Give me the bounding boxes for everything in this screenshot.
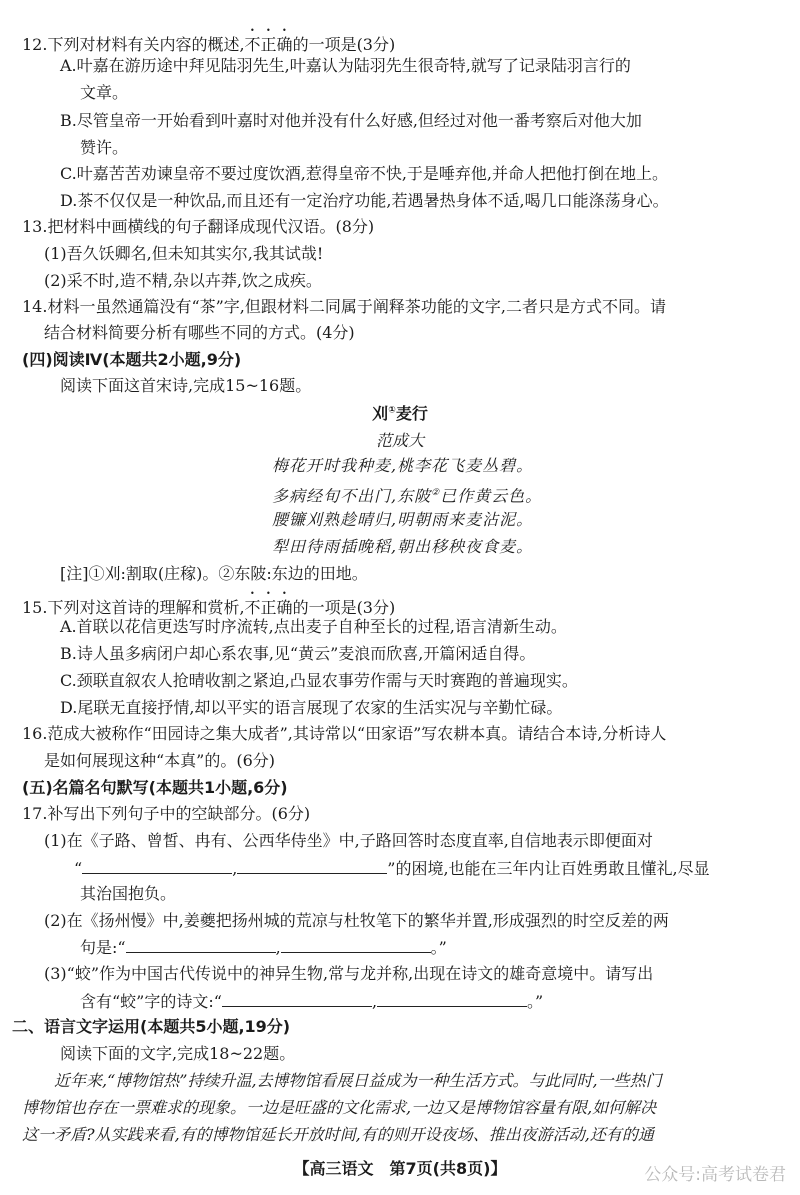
watermark: 公众号:高考试卷君 bbox=[644, 1165, 786, 1185]
q15-stem: 15.下列对这首诗的理解和赏析,不正确的一项是(3分) bbox=[22, 598, 396, 617]
q12-option-c: C.叶嘉苦苦劝谏皇帝不要过度饮酒,惹得皇帝不快,于是唾弃他,并命人把他打倒在地上。 bbox=[60, 164, 669, 183]
q16-stem: 16.范成大被称作“田园诗之集大成者”,其诗常以“田家语”写农耕本真。请结合本诗,分析诗人 bbox=[22, 724, 667, 743]
q17-item-2-blanks: 句是:“ , 。” bbox=[80, 938, 447, 957]
emphasis-not-correct: 不正确 bbox=[244, 35, 293, 54]
q17-item-1: (1)在《子路、曾皙、冉有、公西华侍坐》中,子路回答时态度直率,自信地表示即便面对 bbox=[44, 831, 653, 850]
q17-item-3: (3)“蛟”作为中国古代传说中的神异生物,常与龙并称,出现在诗文的雄奇意境中。请写出 bbox=[44, 964, 654, 983]
q13-sentence-2: (2)采不时,造不精,杂以卉莽,饮之成疾。 bbox=[44, 271, 322, 290]
q12-option-b: B.尽管皇帝一开始看到叶嘉时对他并没有什么好感,但经过对他一番考察后对他大加 bbox=[60, 111, 642, 130]
q16-stem-cont: 是如何展现这种“本真”的。(6分) bbox=[44, 751, 276, 770]
q17-item-1-cont: 其治国抱负。 bbox=[80, 884, 177, 903]
poem-author: 范成大 bbox=[375, 431, 424, 450]
q12-option-a-cont: 文章。 bbox=[80, 83, 129, 102]
emphasis-not-correct: 不正确 bbox=[244, 598, 293, 617]
q17-item-2: (2)在《扬州慢》中,姜夔把扬州城的荒凉与杜牧笔下的繁华并置,形成强烈的时空反差的两 bbox=[44, 911, 669, 930]
q13-stem: 13.把材料中画横线的句子翻译成现代汉语。(8分) bbox=[22, 217, 375, 236]
q12-option-b-cont: 赞许。 bbox=[80, 138, 129, 157]
poem-line-1: 梅花开时我种麦,桃李花飞麦丛碧。 bbox=[272, 456, 534, 475]
poem-title: 刈①麦行 bbox=[372, 404, 428, 423]
section-4-heading: (四)阅读Ⅳ(本题共2小题,9分) bbox=[22, 350, 242, 369]
poem-line-3: 腰镰刈熟趁晴归,明朝雨来麦沾泥。 bbox=[272, 510, 534, 529]
q15-option-d: D.尾联无直接抒情,却以平实的语言展现了农家的生活实况与辛勤忙碌。 bbox=[60, 698, 563, 717]
answer-blank[interactable] bbox=[377, 990, 527, 1007]
q12-stem: 12.下列对材料有关内容的概述,不正确的一项是(3分) bbox=[22, 35, 396, 54]
part-2-heading: 二、语言文字运用(本题共5小题,19分) bbox=[12, 1017, 291, 1036]
q12-option-d: D.茶不仅仅是一种饮品,而且还有一定治疗功能,若遇暑热身体不适,喝几口能涤荡身心。 bbox=[60, 191, 669, 210]
q12-option-a: A.叶嘉在游历途中拜见陆羽先生,叶嘉认为陆羽先生很奇特,就写了记录陆羽言行的 bbox=[60, 56, 631, 75]
q17-item-3-blanks: 含有“蛟”字的诗文:“ , 。” bbox=[80, 992, 544, 1011]
q13-sentence-1: (1)吾久饫卿名,但未知其实尔,我其试哉! bbox=[44, 244, 324, 263]
q15-option-a: A.首联以花信更迭写时序流转,点出麦子自种至长的过程,语言清新生动。 bbox=[60, 617, 567, 636]
page-footer: 【高三语文 第7页(共8页)】 bbox=[293, 1159, 507, 1178]
q17-item-1-blanks: “ , ”的困境,也能在三年内让百姓勇敢且懂礼,尽显 bbox=[74, 859, 710, 878]
answer-blank[interactable] bbox=[237, 857, 387, 874]
poem-line-2: 多病经旬不出门,东陂②已作黄云色。 bbox=[272, 486, 543, 506]
answer-blank[interactable] bbox=[126, 936, 276, 953]
q15-option-c: C.颈联直叙农人抢晴收割之紧迫,凸显农事劳作需与天时赛跑的普遍现实。 bbox=[60, 671, 578, 690]
poem-note: [注]①刈:割取(庄稼)。②东陂:东边的田地。 bbox=[60, 564, 368, 583]
part-2-intro: 阅读下面的文字,完成18~22题。 bbox=[60, 1044, 296, 1063]
answer-blank[interactable] bbox=[281, 936, 431, 953]
poem-line-4: 犁田待雨插晚稻,朝出移秧夜食麦。 bbox=[272, 537, 534, 556]
q17-stem: 17.补写出下列句子中的空缺部分。(6分) bbox=[22, 804, 311, 823]
q14-stem-cont: 结合材料简要分析有哪些不同的方式。(4分) bbox=[44, 323, 355, 342]
section-4-intro: 阅读下面这首宋诗,完成15~16题。 bbox=[60, 376, 312, 395]
q15-option-b: B.诗人虽多病闭户却心系农事,见“黄云”麦浪而欣喜,开篇闲适自得。 bbox=[60, 644, 536, 663]
section-5-heading: (五)名篇名句默写(本题共1小题,6分) bbox=[22, 778, 288, 797]
answer-blank[interactable] bbox=[82, 857, 232, 874]
q14-stem: 14.材料一虽然通篇没有“茶”字,但跟材料二同属于阐释茶功能的文字,二者只是方式不同。请 bbox=[22, 297, 666, 316]
answer-blank[interactable] bbox=[222, 990, 372, 1007]
passage-line-2: 博物馆也存在一票难求的现象。一边是旺盛的文化需求,一边又是博物馆容量有限,如何解决 bbox=[22, 1098, 657, 1117]
passage-line-3: 这一矛盾?从实践来看,有的博物馆延长开放时间,有的则开设夜场、推出夜游活动,还有的通 bbox=[22, 1125, 654, 1144]
passage-line-1: 近年来,“博物馆热”持续升温,去博物馆看展日益成为一种生活方式。与此同时,一些热门 bbox=[22, 1071, 662, 1090]
